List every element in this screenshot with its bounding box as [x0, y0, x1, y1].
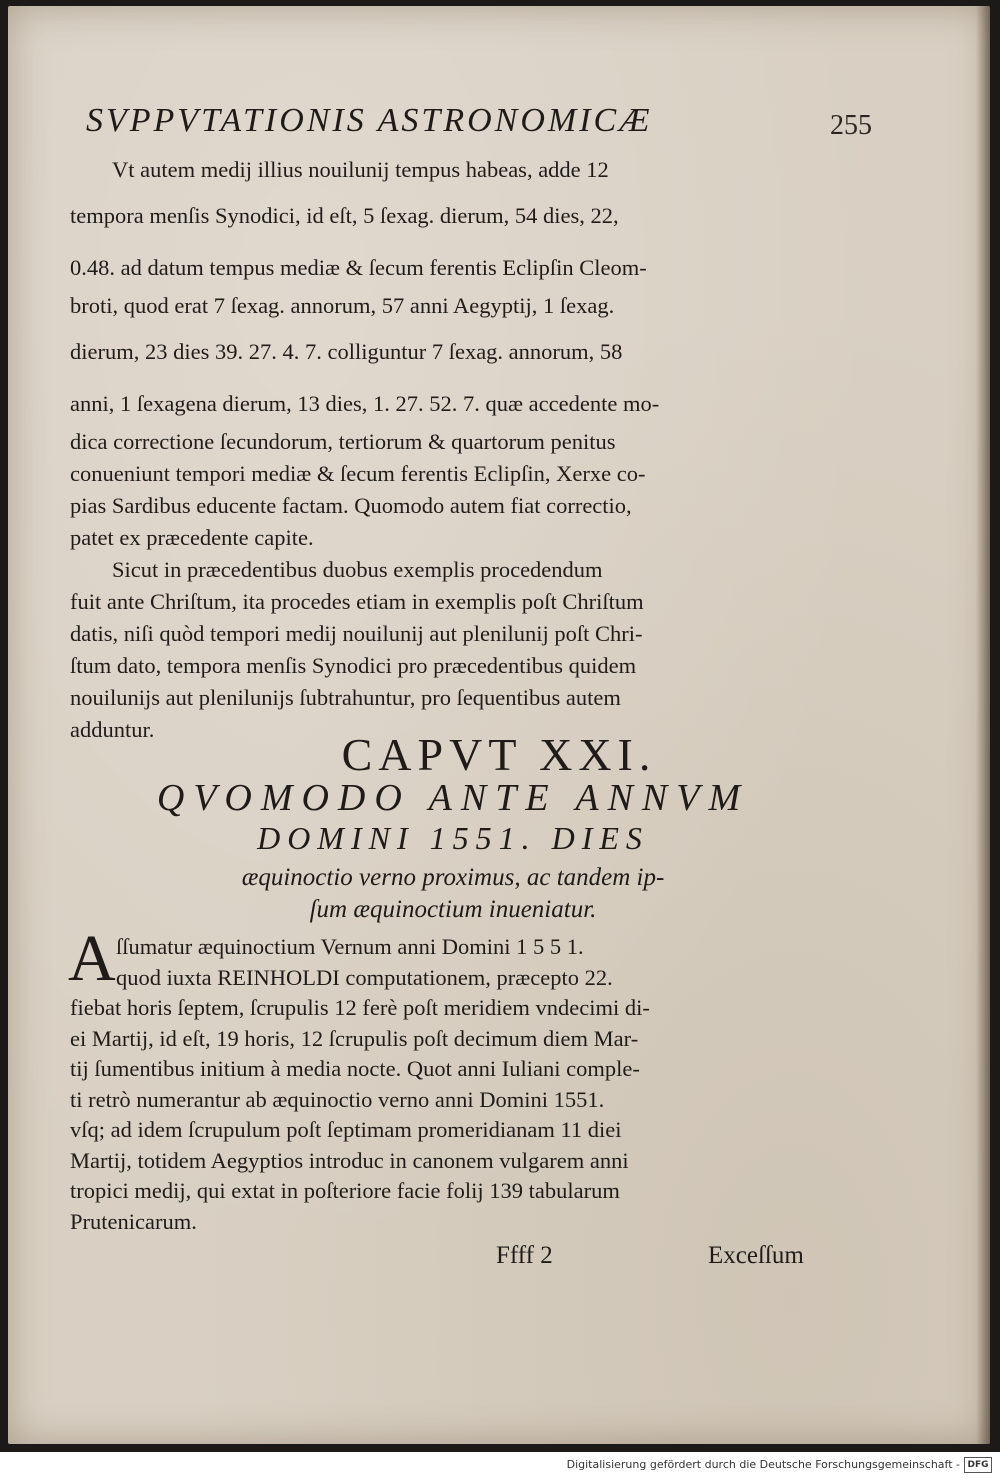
text-line: Vt autem medij illius nouilunij tempus habeas, adde 12 [112, 157, 609, 182]
signature-mark: Ffff 2 [496, 1242, 553, 1269]
chapter-subheading-line: æquinoctio verno proximus, ac tandem ip- [241, 864, 665, 891]
text-line: fuit ante Chriſtum, ita procedes etiam in exemplis poſt Chriſtum [70, 589, 644, 614]
text-line: fiebat horis ſeptem, ſcrupulis 12 ferè poſt meridiem vndecimi di- [70, 995, 650, 1020]
text-line: conueniunt tempori mediæ & ſecum ferentis Eclipſin, Xerxe co- [70, 461, 646, 486]
text-line: dierum, 23 dies 39. 27. 4. 7. colliguntur 7 ſexag. annorum, 58 [70, 339, 623, 364]
text-line: Prutenicarum. [70, 1208, 197, 1234]
text-line: broti, quod erat 7 ſexag. annorum, 57 anni Aegyptij, 1 ſexag. [70, 293, 615, 318]
dfg-logo-icon: DFG [964, 1457, 992, 1473]
text-line: dica correctione ſecundorum, tertiorum & quartorum penitus [70, 429, 616, 454]
book-page [8, 6, 990, 1444]
text-line: tempora menſis Synodici, id eſt, 5 ſexag. dierum, 54 dies, 22, [70, 203, 619, 228]
text-line: datis, niſi quòd tempori medij nouilunij aut plenilunij poſt Chri- [70, 621, 643, 646]
funding-credit: Digitalisierung gefördert durch die Deutsche Forschungsgemeinschaft - [566, 1458, 960, 1471]
text-line: Sicut in præcedentibus duobus exemplis procedendum [112, 557, 603, 582]
chapter-title: CAPVT XXI. [341, 729, 657, 780]
text-line: ti retrò numerantur ab æquinoctio verno anni Domini 1551. [70, 1086, 605, 1112]
chapter-text [68, 922, 832, 1237]
chapter-heading-line: DOMINI 1551. DIES [257, 820, 649, 856]
chapter-heading-line: QVOMODO ANTE ANNVM [156, 777, 750, 819]
text-line: patet ex præcedente capite. [70, 525, 314, 550]
chapter-subheading-line: ſum æquinoctium inueniatur. [309, 896, 597, 923]
catchword: Exceſſum [708, 1242, 804, 1269]
page-number: 255 [830, 110, 872, 141]
text-line: nouilunijs aut plenilunijs ſubtrahuntur, pro ſequentibus autem [70, 685, 621, 710]
text-line: ſſumatur æquinoctium Vernum anni Domini 1 5 5 1. [116, 934, 584, 959]
body-text [70, 154, 832, 746]
text-line: anni, 1 ſexagena dierum, 13 dies, 1. 27. 52. 7. quæ accedente mo- [70, 391, 660, 416]
text-line: 0.48. ad datum tempus mediæ & ſecum ferentis Eclipſin Cleom- [70, 255, 647, 280]
drop-cap: A [68, 922, 116, 995]
running-head: SVPPVTATIONIS ASTRONOMICÆ [86, 102, 653, 139]
page-gutter-shadow [976, 6, 990, 1444]
text-line: Martij, totidem Aegyptios introduc in canonem vulgarem anni [70, 1147, 629, 1173]
text-line: adduntur. [70, 717, 155, 742]
digitization-footer [0, 1452, 1000, 1479]
text-line: quod iuxta REINHOLDI computationem, præcepto 22. [116, 964, 613, 990]
text-line: tropici medij, qui extat in poſteriore facie folij 139 tabularum [70, 1178, 620, 1203]
text-line: tij ſumentibus initium à media nocte. Quot anni Iuliani comple- [70, 1056, 640, 1081]
text-line: ſtum dato, tempora menſis Synodici pro præcedentibus quidem [70, 653, 637, 678]
text-line: vſq; ad idem ſcrupulum poſt ſeptimam promeridianam 11 diei [70, 1117, 622, 1142]
text-line: ei Martij, id eſt, 19 horis, 12 ſcrupulis poſt decimum diem Mar- [70, 1025, 639, 1051]
text-line: pias Sardibus educente factam. Quomodo autem fiat correctio, [70, 493, 632, 518]
